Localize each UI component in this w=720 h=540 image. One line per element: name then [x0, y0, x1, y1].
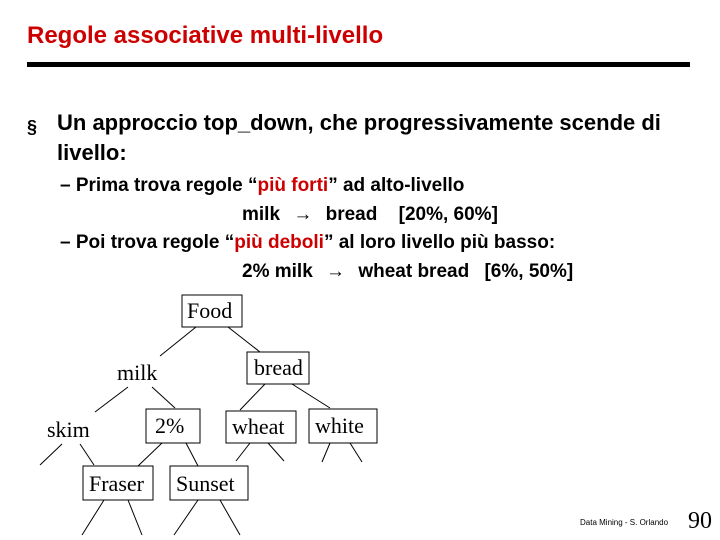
edge-white-leaf-right — [350, 443, 362, 462]
fraser-node: Fraser — [89, 471, 144, 496]
rule-2-lhs: 2% milk — [242, 261, 313, 282]
edge-skim-leaf-left — [40, 444, 62, 465]
edge-food-milk — [160, 327, 196, 356]
2pct-node: 2% — [155, 413, 185, 438]
main-bullet-text: Un approccio top_down, che progressivamente scende di livello: — [57, 110, 661, 165]
edge-skim-leaf-right — [80, 444, 94, 465]
sub-bullet-2-post: ” al loro livello più basso: — [323, 232, 556, 253]
edge-white-leaf-left — [322, 443, 330, 462]
edge-food-bread — [228, 327, 260, 352]
bread-node: bread — [254, 355, 303, 380]
rule-2-metrics: [6%, 50%] — [484, 261, 574, 282]
sub-bullet-2-dash: – — [60, 232, 71, 253]
sub-bullet-2-pre: Poi trova regole “ — [75, 232, 235, 253]
edge-sunset-leaf-right — [220, 500, 240, 535]
sub-bullet-1-post: ” ad alto-livello — [328, 175, 465, 196]
edge-fraser-leaf-left — [82, 500, 104, 535]
sub-bullet-2-highlight: più deboli — [234, 232, 324, 253]
rule-2-rhs: wheat bread — [358, 261, 470, 282]
rule-1-metrics: [20%, 60%] — [398, 204, 498, 225]
white-node: white — [315, 413, 364, 438]
footer-credit: Data Mining - S. Orlando — [580, 518, 669, 527]
edge-wheat-leaf-right — [268, 443, 284, 461]
sub-bullet-1-pre: Prima trova regole “ — [75, 175, 258, 196]
sunset-node: Sunset — [176, 471, 235, 496]
skim-node: skim — [47, 417, 90, 442]
rule-1-arrow: → — [293, 204, 313, 225]
edge-fraser-leaf-right — [128, 500, 142, 535]
edge-sunset-leaf-left — [174, 500, 198, 535]
milk-node: milk — [117, 360, 158, 385]
wheat-node: wheat — [232, 414, 285, 439]
edge-2pct-fraser — [138, 443, 162, 466]
sub-bullet-1-highlight: più forti — [257, 175, 329, 196]
page-number: 90 — [688, 508, 712, 534]
edge-wheat-leaf-left — [236, 443, 250, 461]
sub-bullet-1-dash: – — [60, 175, 71, 196]
food-node: Food — [187, 298, 233, 323]
rule-1-lhs: milk — [242, 204, 281, 225]
slide-title: Regole associative multi-livello — [27, 22, 384, 49]
rule-2-arrow: → — [326, 261, 346, 282]
edge-milk-skim — [95, 387, 128, 412]
edge-bread-white — [292, 384, 330, 408]
edge-milk-2pct — [152, 387, 175, 408]
edge-bread-wheat — [240, 384, 265, 410]
bullet-marker: § — [27, 117, 38, 137]
rule-1-rhs: bread — [325, 204, 378, 225]
edge-2pct-sunset — [186, 443, 198, 466]
